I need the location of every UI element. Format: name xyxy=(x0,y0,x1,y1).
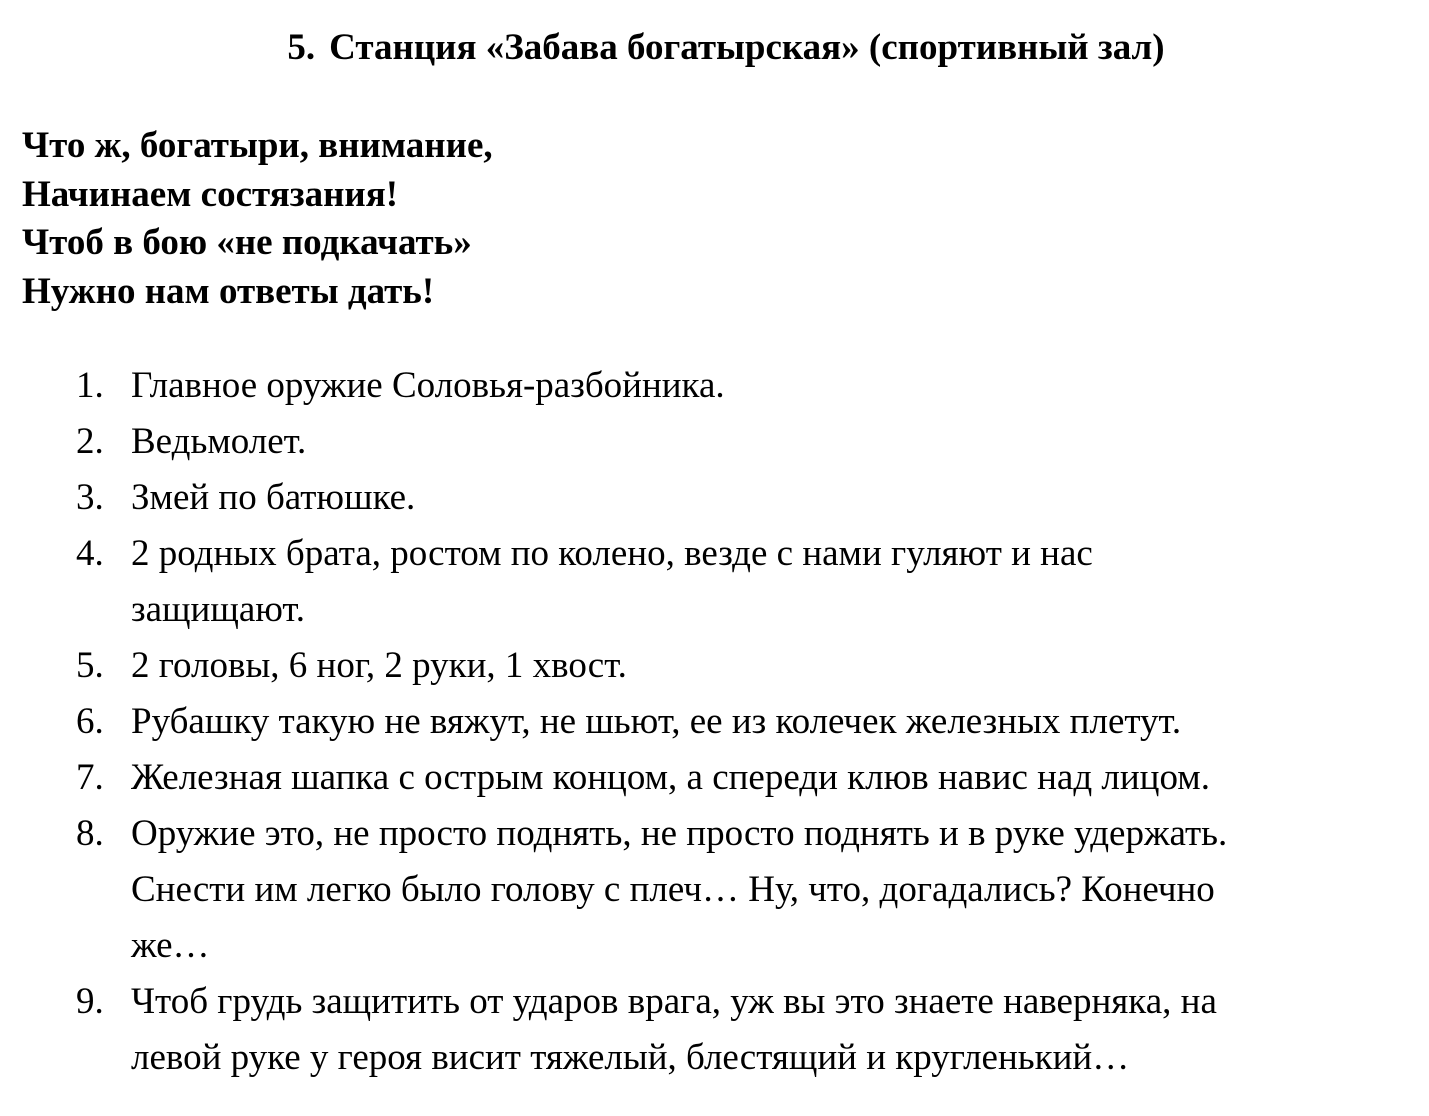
riddle-text: Оружие это, не просто поднять, не просто поднять и в руке удержать. xyxy=(131,813,1228,854)
station-heading xyxy=(0,22,1429,74)
verse-line: Нужно нам ответы дать! xyxy=(22,270,435,312)
verse-line: Что ж, богатыри, внимание, xyxy=(22,125,493,166)
riddle-number: 2. xyxy=(76,421,104,462)
riddle-item xyxy=(0,806,1429,974)
station-title: Станция «Забава богатырская» (спортивный зал) xyxy=(329,27,1165,68)
riddle-number: 1. xyxy=(76,365,104,406)
riddle-number: 9. xyxy=(76,981,104,1022)
riddle-item xyxy=(0,638,1429,694)
riddle-text: защищают. xyxy=(131,589,306,630)
verse-line: Чтоб в бою «не подкачать» xyxy=(22,222,472,263)
riddle-text: Ведьмолет. xyxy=(131,421,307,462)
station-number: 5. xyxy=(287,27,316,68)
riddle-number: 5. xyxy=(76,645,104,686)
riddle-number: 8. xyxy=(76,813,104,854)
riddle-item xyxy=(0,358,1429,414)
riddle-item xyxy=(0,694,1429,750)
riddle-text: Чтоб грудь защитить от ударов врага, уж вы это знаете наверняка, на xyxy=(131,981,1217,1022)
riddle-text: Рубашку такую не вяжут, не шьют, ее из колечек железных плетут. xyxy=(131,701,1182,742)
riddle-item xyxy=(0,470,1429,526)
riddle-list xyxy=(0,358,1429,1086)
riddle-text: 2 родных брата, ростом по колено, везде с нами гуляют и нас xyxy=(131,533,1093,574)
riddle-item xyxy=(0,414,1429,470)
riddle-number: 3. xyxy=(76,477,104,518)
riddle-text: Снести им легко было голову с плеч… Ну, что, догадались? Конечно xyxy=(131,869,1215,910)
riddle-text: Змей по батюшке. xyxy=(131,477,416,518)
riddle-number: 7. xyxy=(76,757,104,798)
riddle-text: же… xyxy=(131,925,210,966)
riddle-number: 4. xyxy=(76,533,104,574)
riddle-text: Железная шапка с острым концом, а спереди клюв навис над лицом. xyxy=(131,757,1210,798)
riddle-text: левой руке у героя висит тяжелый, блестящий и кругленький… xyxy=(131,1037,1130,1078)
riddle-item xyxy=(0,750,1429,806)
intro-verse xyxy=(22,122,493,316)
riddle-item xyxy=(0,974,1429,1086)
riddle-item xyxy=(0,526,1429,638)
riddle-text: 2 головы, 6 ног, 2 руки, 1 хвост. xyxy=(131,645,627,686)
riddle-number: 6. xyxy=(76,701,104,742)
riddle-text: Главное оружие Соловья-разбойника. xyxy=(131,365,725,406)
verse-line: Начинаем состязания! xyxy=(22,173,399,215)
